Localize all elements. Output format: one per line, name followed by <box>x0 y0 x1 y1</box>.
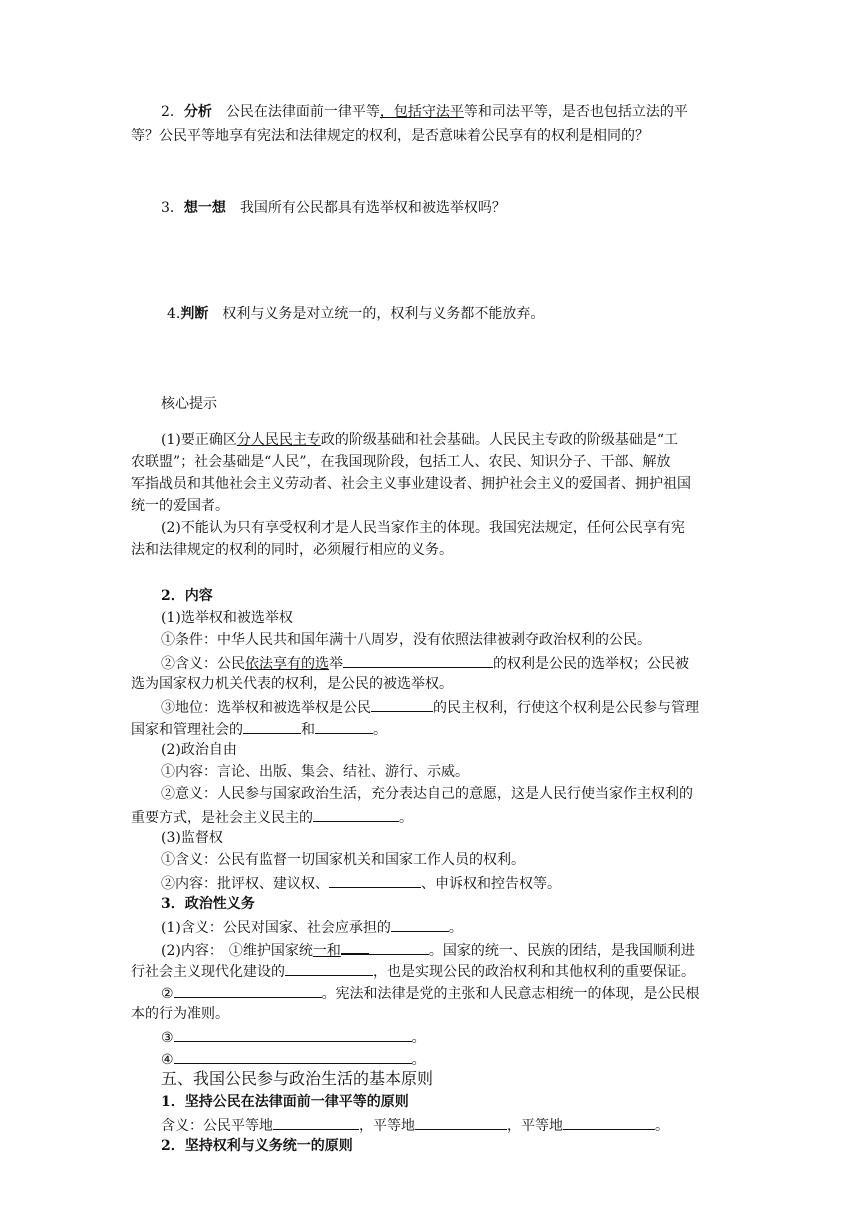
principle-2: 2．坚持权利与义务统一的原则 <box>161 1138 353 1154</box>
fill-blank[interactable] <box>243 718 301 734</box>
duty-content-line-1: (2)内容： ①维护国家统一和 。国家的统一、民族的团结，是我国顺利进 <box>161 938 695 961</box>
hint-p1-line-4: 统一的爱国者。 <box>131 498 229 514</box>
question-4-label: 判断 <box>180 306 209 322</box>
hint-title: 核心提示 <box>161 396 217 412</box>
fill-blank[interactable] <box>563 1114 655 1130</box>
fill-blank[interactable] <box>174 982 322 998</box>
question-2-line-2: 等？公民平等地享有宪法和法律规定的权利，是否意味着公民享有的权利是相同的？ <box>131 128 649 144</box>
duty-item-4: ④ 。 <box>161 1048 426 1070</box>
fill-blank[interactable] <box>174 1026 412 1042</box>
question-4: 4.判断 权利与义务是对立统一的，权利与义务都不能放弃。 <box>167 306 545 322</box>
question-3: 3．想一想 我国所有公民都具有选举权和被选举权吗？ <box>161 200 506 216</box>
fill-blank[interactable] <box>415 1114 507 1130</box>
duty-item-2-line-2: 本的行为准则。 <box>131 1006 229 1022</box>
section-political-freedom: (2)政治自由 <box>161 742 237 758</box>
duty-meaning: (1)含义：公民对国家、社会应承担的 。 <box>161 916 463 938</box>
fill-blank[interactable] <box>313 806 399 822</box>
election-status-line-1: ③地位：选举权和被选举权是公民 的民主权利，行使这个权利是公民参与管理 <box>161 696 699 718</box>
fill-blank[interactable] <box>273 1114 359 1130</box>
hint-p1-line-2: 农联盟”；社会基础是“人民”，在我国现阶段，包括工人、农民、知识分子、干部、解放 <box>131 454 671 470</box>
principle-1: 1．坚持公民在法律面前一律平等的原则 <box>161 1094 409 1110</box>
fill-blank[interactable] <box>174 1048 412 1064</box>
question-2-line-1: 2．分析 公民在法律面前一律平等，包括守法平等和司法平等，是否也包括立法的平 <box>161 104 688 120</box>
supervision-content: ②内容：批评权、建议权、 、申诉权和控告权等。 <box>161 872 561 894</box>
principles-title: 五、我国公民参与政治生活的基本原则 <box>161 1069 434 1088</box>
section-election-rights: (1)选举权和被选举权 <box>161 610 293 626</box>
election-meaning-line-1: ②含义：公民依法享有的选举 的权利是公民的选举权；公民被 <box>161 652 689 674</box>
question-2-label: 分析 <box>183 104 212 120</box>
hint-p2-line-1: (2)不能认为只有享受权利才是人民当家作主的体现。我国宪法规定，任何公民享有宪 <box>161 520 685 536</box>
fill-blank[interactable] <box>369 939 429 955</box>
fill-blank[interactable] <box>371 696 433 712</box>
hint-p1-line-3: 军指战员和其他社会主义劳动者、社会主义事业建设者、拥护社会主义的爱国者、拥护祖国 <box>131 476 691 492</box>
content-title: 2．内容 <box>161 588 213 604</box>
duty-item-2-line-1: ② 。宪法和法律是党的主张和人民意志相统一的体现，是公民根 <box>161 982 700 1004</box>
election-meaning-line-2: 选为国家权力机关代表的权利，是公民的被选举权。 <box>131 676 453 692</box>
question-3-label: 想一想 <box>183 200 226 216</box>
hint-p2-line-2: 法和法律规定的权利的同时，必须履行相应的义务。 <box>131 542 453 558</box>
fill-blank[interactable] <box>315 718 373 734</box>
fill-blank[interactable] <box>341 938 369 955</box>
duty-item-3: ③ 。 <box>161 1026 426 1048</box>
freedom-meaning-line-2: 重要方式，是社会主义民主的 。 <box>131 806 413 828</box>
election-status-line-2: 国家和管理社会的 和 。 <box>131 718 387 740</box>
duty-content-line-2: 行社会主义现代化建设的 ，也是实现公民的政治权利和其他权利的重要保证。 <box>131 960 695 982</box>
fill-blank[interactable] <box>391 916 449 932</box>
supervision-meaning: ①含义：公民有监督一切国家机关和国家工作人员的权利。 <box>161 852 525 868</box>
freedom-content: ①内容：言论、出版、集会、结社、游行、示威。 <box>161 764 469 780</box>
fill-blank[interactable] <box>285 960 373 976</box>
hint-p1-line-1: (1)要正确区分人民民主专政的阶级基础和社会基础。人民民主专政的阶级基础是“工 <box>161 432 678 448</box>
election-condition: ①条件：中华人民共和国年满十八周岁，没有依照法律被剥夺政治权利的公民。 <box>161 632 651 648</box>
freedom-meaning-line-1: ②意义：人民参与国家政治生活，充分表达自己的意愿，这是人民行使当家作主权利的 <box>161 786 693 802</box>
duty-title: 3．政治性义务 <box>161 896 255 912</box>
section-supervision: (3)监督权 <box>161 830 223 846</box>
fill-blank[interactable] <box>329 872 421 888</box>
principle-1-meaning: 含义：公民平等地 ，平等地 ，平等地 。 <box>161 1114 669 1136</box>
fill-blank[interactable] <box>343 652 493 668</box>
